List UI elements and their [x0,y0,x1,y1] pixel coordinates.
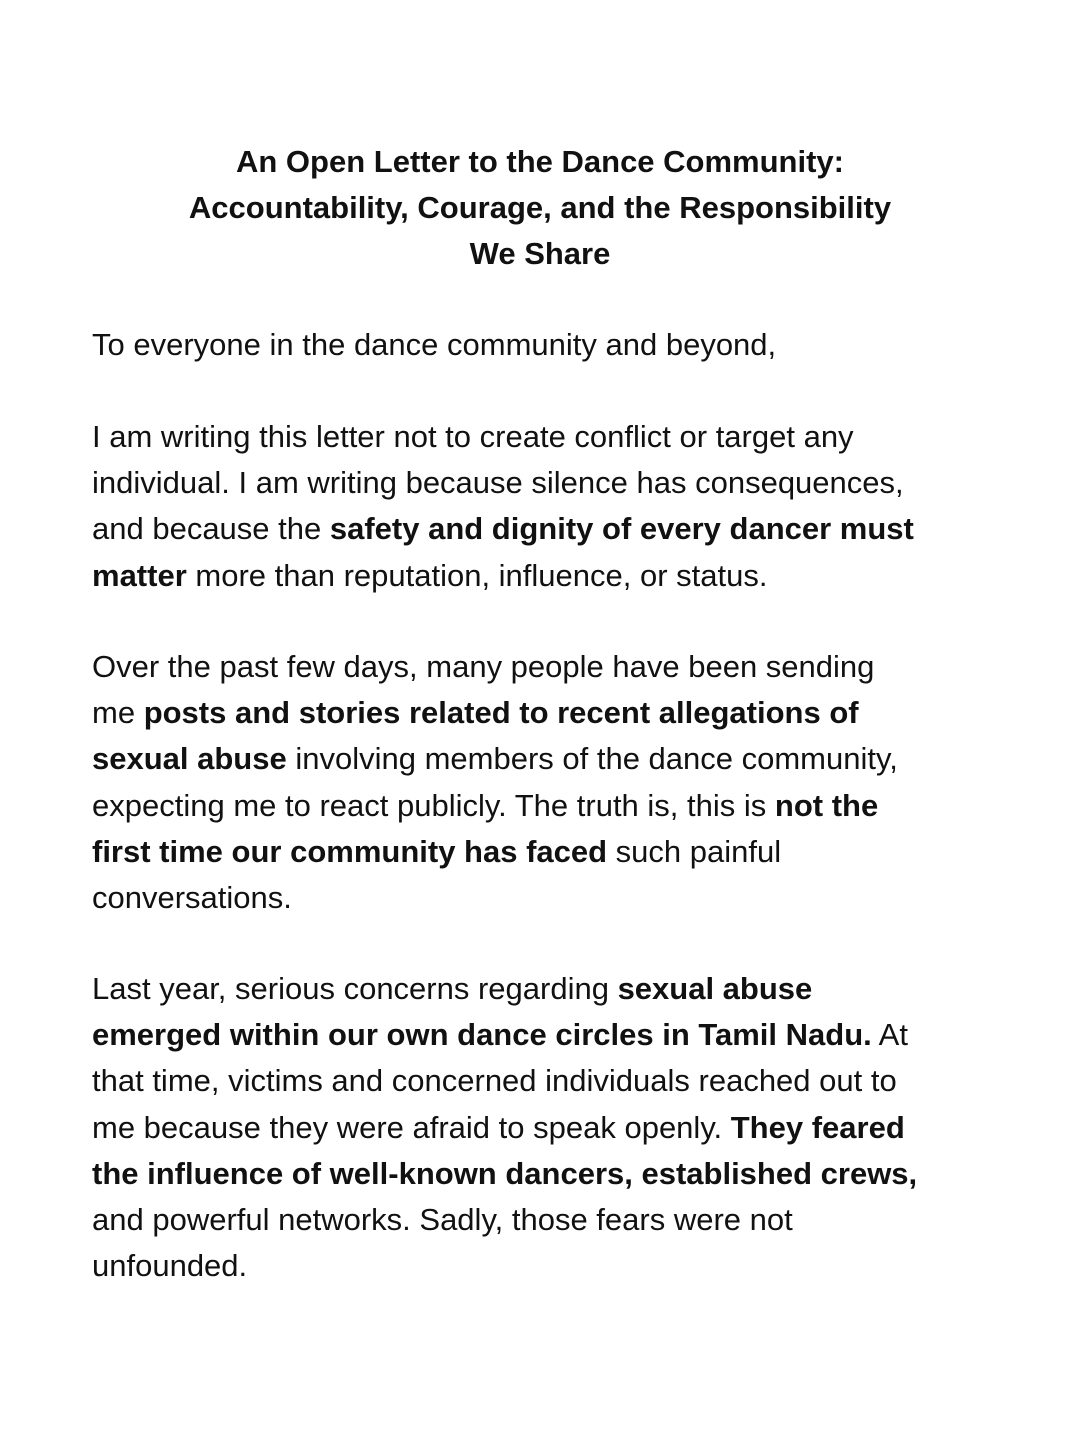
bold-text-run: not the [774,787,879,823]
letter-title [0,139,1080,277]
title-line-3: We Share [469,236,611,271]
text-run: and because the [92,511,330,547]
text-run: expecting me to react publicly. The truth is, this is [92,787,775,823]
bold-text-run: the influence of well-known dancers, established crews, [92,1155,918,1191]
paragraph-2-line [92,829,992,875]
paragraph-1-line: individual. I am writing because silence has consequences, [92,465,904,501]
paragraph-1-line [92,506,992,552]
paragraph-1 [92,414,992,599]
paragraph-2-line [92,690,992,736]
paragraph-2 [92,644,992,921]
paragraph-3-line: unfounded. [92,1248,248,1284]
paragraph-3-line [92,966,992,1012]
title-line-2: Accountability, Courage, and the Responsibility [188,190,892,225]
paragraph-2-line: conversations. [92,880,292,916]
paragraph-1-line: I am writing this letter not to create conflict or target any [92,419,854,454]
greeting-line: To everyone in the dance community and beyond, [92,327,777,362]
paragraph-2-line: Over the past few days, many people have been sending [92,649,875,684]
bold-text-run: first time our community has faced [92,833,608,869]
bold-text-run: matter [92,557,187,593]
paragraph-2-line [92,783,992,829]
bold-text-run: posts and stories related to recent allegations of [143,695,859,731]
bold-text-run: sexual abuse [617,971,813,1006]
text-run: At [871,1017,908,1053]
paragraph-3-line [92,1105,992,1151]
paragraph-3-line: that time, victims and concerned individuals reached out to [92,1063,897,1099]
paragraph-2-line [92,736,992,782]
paragraph-3 [92,966,992,1289]
paragraph-3-line [92,1151,992,1197]
text-run: me because they were afraid to speak openly. [92,1109,731,1145]
greeting [92,322,992,368]
paragraph-3-line [92,1012,992,1058]
bold-text-run: sexual abuse [92,741,287,777]
text-run: Last year, serious concerns regarding [92,971,618,1006]
text-run: such painful [607,833,782,869]
text-run: me [92,695,144,731]
paragraph-1-line [92,553,992,599]
text-run: involving members of the dance community, [286,741,898,777]
bold-text-run: safety and dignity of every dancer must [329,511,914,547]
text-run: more than reputation, influence, or status. [186,557,768,593]
title-line-1: An Open Letter to the Dance Community: [236,144,844,179]
paragraph-3-line: and powerful networks. Sadly, those fears were not [92,1202,793,1238]
bold-text-run: They feared [730,1109,905,1145]
bold-text-run: emerged within our own dance circles in Tamil Nadu. [92,1017,872,1053]
